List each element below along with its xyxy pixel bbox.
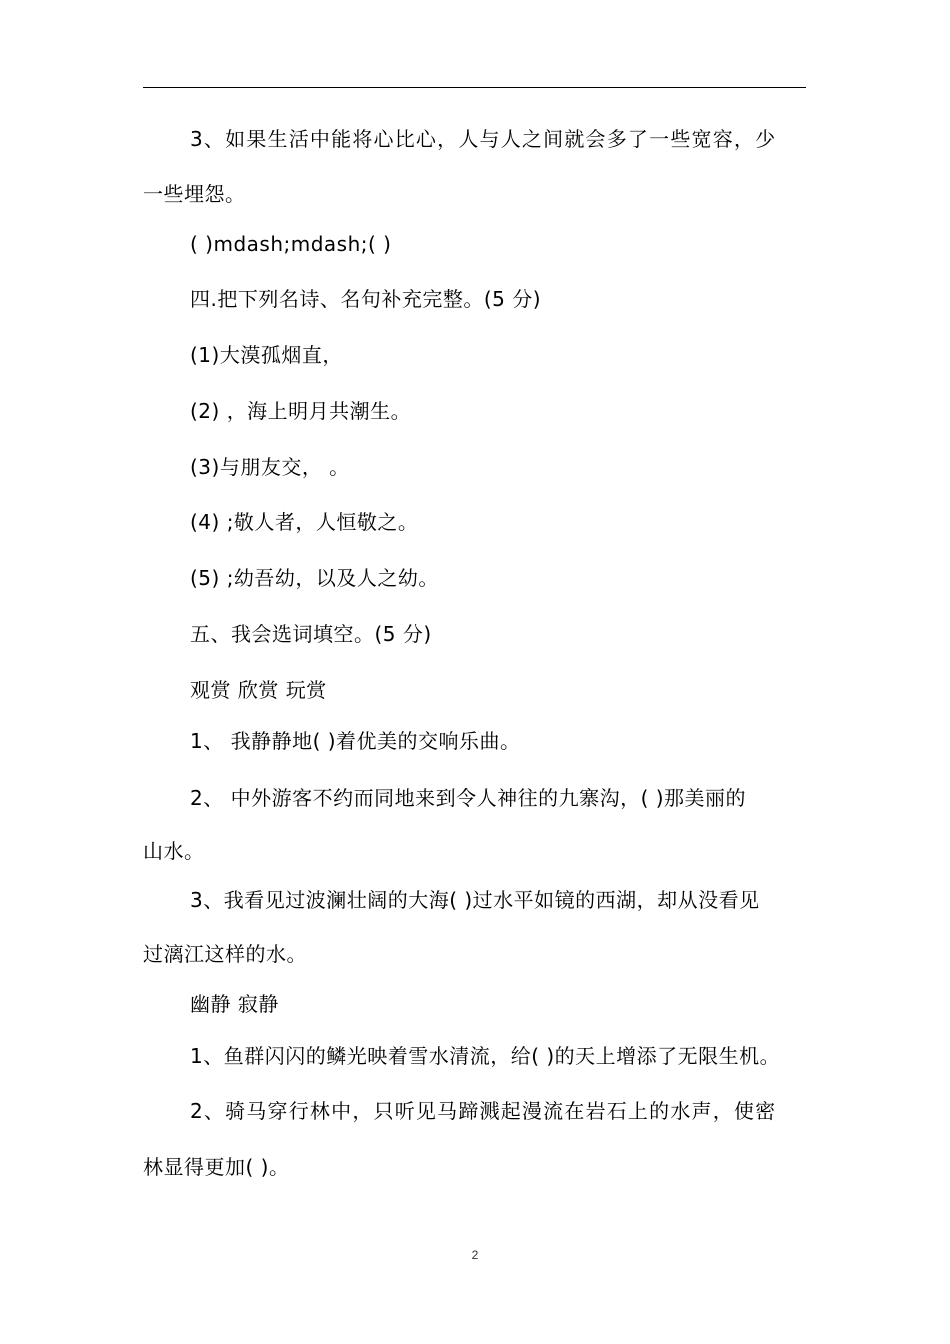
question-item: 2、 中外游客不约而同地来到令人神往的九寨沟，( )那美丽的 [190,786,747,810]
question-item: (3)与朋友交， 。 [190,455,350,479]
paragraph-line: 山水。 [143,839,205,863]
question-item: 1、鱼群闪闪的鳞光映着雪水清流，给( )的天上增添了无限生机。 [190,1044,781,1068]
section-heading: 五、我会选词填空。(5 分) [190,622,432,646]
question-item: (1)大漠孤烟直， [190,343,343,367]
question-item: 3、我看见过波澜壮阔的大海( )过水平如镜的西湖，却从没看见 [190,888,760,912]
paragraph-line: 林显得更加( )。 [143,1155,290,1179]
question-item: 1、 我静静地( )着优美的交响乐曲。 [190,729,521,753]
paragraph-line: 一些埋怨。 [143,182,246,206]
question-item: (4) ;敬人者，人恒敬之。 [190,510,419,534]
word-choices: 幽静 寂静 [190,992,279,1016]
question-item: 2、骑马穿行林中，只听见马蹄溅起漫流在岩石上的水声，使密 [190,1099,777,1123]
section-heading: 四.把下列名诗、名句补充完整。(5 分) [190,287,542,311]
page-number: 2 [471,1248,479,1262]
paragraph-line: ( )mdash;mdash;( ) [190,232,392,256]
question-item: (5) ;幼吾幼，以及人之幼。 [190,566,439,590]
header-rule [143,87,806,88]
paragraph-line: 3、如果生活中能将心比心，人与人之间就会多了一些宽容，少 [190,127,777,151]
word-choices: 观赏 欣赏 玩赏 [190,678,327,702]
question-item: (2) ，海上明月共潮生。 [190,399,412,423]
paragraph-line: 过漓江这样的水。 [143,942,307,966]
